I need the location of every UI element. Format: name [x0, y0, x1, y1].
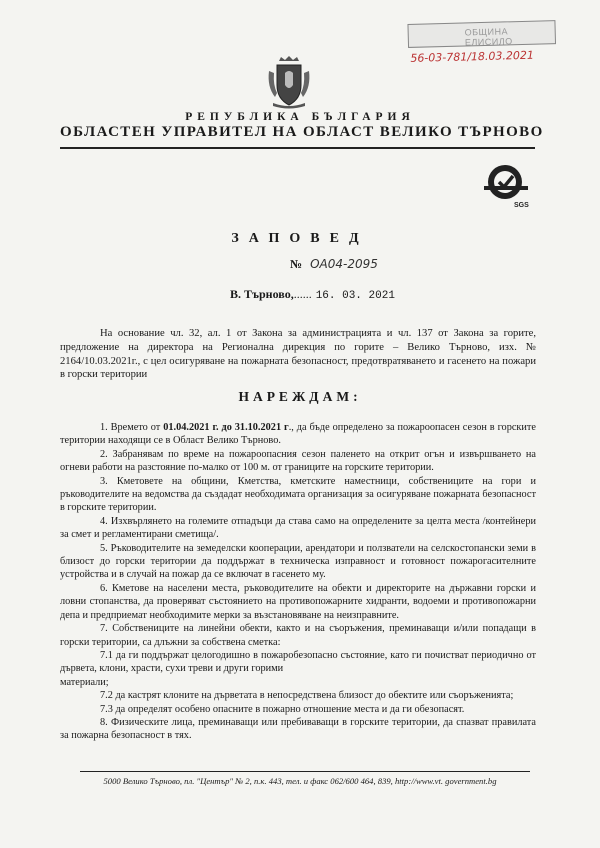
item-1	[60, 421, 536, 448]
item-1-dates: 01.04.2021 г. до 31.10.2021 г	[163, 422, 289, 433]
sgs-label: SGS	[514, 202, 529, 209]
item-7-2: 7.2 да кастрят клоните на дърветата в непосредствена близост до обектите или съоръженията;	[100, 690, 514, 702]
item-7: 7. Собствениците на линейни обекти, както и на съоръжения, преминаващи и/или попадащи в горски територии, са длъжни за собствена сметка:	[60, 623, 536, 648]
item-6: 6. Кметове на населени места, ръководителите на обекти и директорите на държавни горски и ловни стопанства, да проверяват състоянието на противопожарните хидранти, водоеми и противопожарни депа и предприемат необходимите мерки за възстановяване на неизправните.	[60, 582, 536, 621]
registry-stamp	[407, 20, 558, 68]
sgs-certification-logo	[480, 160, 535, 210]
coat-of-arms-icon	[265, 55, 313, 111]
header-rule	[60, 147, 535, 149]
country-header: РЕПУБЛИКА БЪЛГАРИЯ	[185, 111, 415, 123]
stamp-box	[407, 20, 556, 48]
stamp-number: 56-03-781/18.03.2021	[410, 48, 535, 65]
place-dots: .......	[290, 287, 312, 301]
place-text: В. Търново,	[230, 287, 294, 301]
item-2: 2. Забранявам по време на пожароопасния сезон паленето на открит огън и извършването на огневи работи на разстояние по-малко от 100 м. от границите на горските територии.	[60, 448, 536, 474]
stamp-org: ОБЩИНА ЕЛИСИЛО	[464, 26, 513, 48]
order-number	[290, 257, 378, 272]
item-3: 3. Кметовете на общини, Кметства, кметските наместници, собствениците на гори и ръководителите на ведомства да създадат необходимата организация за осигуряване пожарната безопасност в горските територии.	[60, 475, 536, 514]
date-stamp: 16. 03. 2021	[315, 290, 395, 302]
item-1-end: ., да бъде определено за пожароопасен сезон в горските територии находящи се в Област Велико Търново.	[60, 422, 536, 447]
item-7-1: 7.1 да ги поддържат целогодишно в пожаробезопасно състояние, като ги почистват периодично от дървета, клони, храсти, сухи треви и други горими	[60, 649, 536, 675]
item-1-start: 1. Времето от	[100, 422, 164, 433]
place-date-line	[230, 287, 395, 302]
document-title: ЗАПОВЕД	[231, 231, 369, 246]
item-7-3: 7.3 да определят особено опасните в пожарно отношение места и да ги обезопасят.	[100, 703, 465, 715]
footer-rule	[80, 771, 530, 772]
order-number-prefix: №	[290, 257, 303, 271]
item-8: 8. Физическите лица, преминаващи или пребиваващи в горските територии, да спазват правилата за пожарна безопасност в тях.	[60, 716, 536, 742]
footer-address: 5000 Велико Търново, пл. "Център" № 2, п.к. 443, тел. и факс 062/600 464, 839, http://www.vt. government.bg	[103, 776, 497, 786]
office-header: ОБЛАСТЕН УПРАВИТЕЛ НА ОБЛАСТ ВЕЛИКО ТЪРНОВО	[60, 124, 544, 140]
order-heading: НАРЕЖДАМ:	[238, 389, 362, 404]
item-7-1-cont: материали;	[60, 676, 109, 688]
order-body	[60, 421, 536, 743]
intro-paragraph: На основание чл. 32, ал. 1 от Закона за администрацията и чл. 137 от Закона за горите, предложение на директора на Регионална дирекция по горите – Велико Търново, изх. № 2164/10.03.2021г., с цел осигуряване на пожарната безопасност, предотвратяването и гасенето на пожари в горски територии	[60, 328, 536, 381]
item-5: 5. Ръководителите на земеделски кооперации, арендатори и ползватели на селскостопански земи в близост до горски територии да поддържат в техническа изправност и готовност пожарогасителните устройства и в случай на пожар да се включат в гасенето му.	[60, 542, 536, 581]
item-4: 4. Изхвърлянето на големите отпадъци да става само на определените за целта места /контейнери за смет и регламентирани сметища/.	[60, 515, 536, 541]
order-number-handwritten: ОА04-2095	[310, 257, 378, 271]
